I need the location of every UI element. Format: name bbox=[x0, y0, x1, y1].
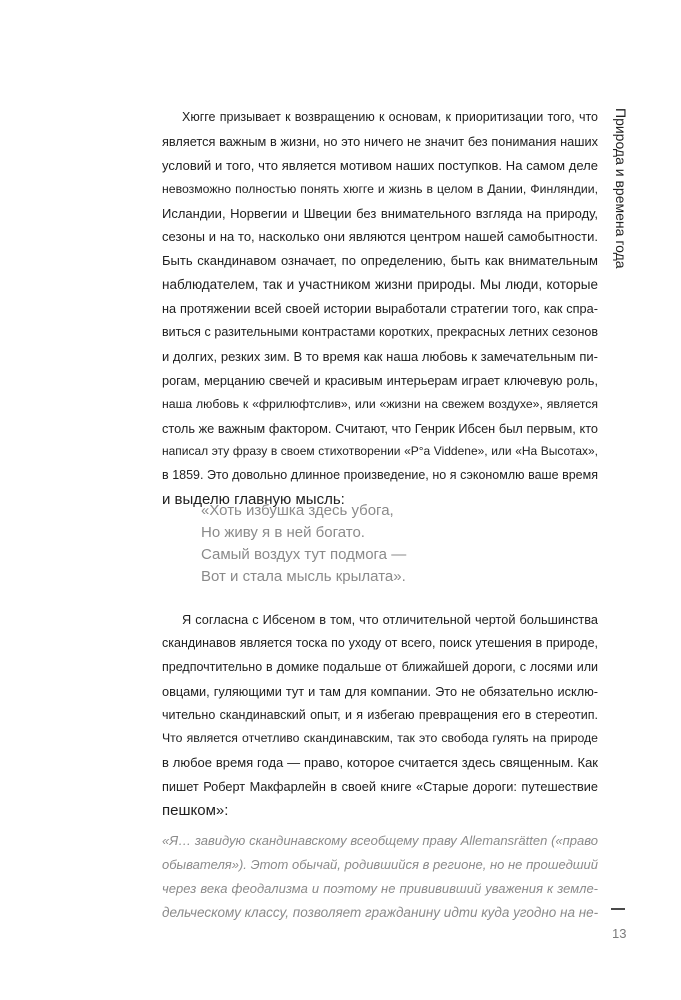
text-line: виться с разительными контрастами коротких, прекрасных летних сезонов bbox=[162, 325, 598, 340]
poem-line: «Хоть избушка здесь убога, bbox=[201, 502, 394, 519]
text-line: овцами, гуляющими тут и там для компании. Это не обязательно исклю- bbox=[162, 683, 598, 699]
poem-line: Вот и стала мысль крылата». bbox=[201, 568, 406, 585]
text-line: рогам, мерцанию свечей и красивым интерьерам играет ключевую роль, bbox=[162, 372, 598, 388]
text-line: чительно скандинавский опыт, и я избегаю превращения его в стереотип. bbox=[162, 707, 598, 722]
text-line: предпочтительно в домике подальше от ближайшей дороги, с лосями или bbox=[162, 659, 598, 674]
text-line: столь же важным фактором. Считают, что Генрик Ибсен был первым, кто bbox=[162, 420, 598, 436]
text-line: является важным в жизни, но это ничего не значит без понимания наших bbox=[162, 133, 598, 149]
page-number: 13 bbox=[612, 926, 627, 941]
quote-line: дельческому классу, позволяет гражданину идти куда угодно на не- bbox=[162, 905, 599, 920]
page-number-rule bbox=[611, 908, 625, 910]
text-line: Исландии, Норвегии и Швеции без внимательного взгляда на природу, bbox=[162, 205, 598, 221]
text-line: скандинавов является тоска по уходу от всего, поиск утешения в природе, bbox=[162, 635, 598, 650]
quote-line: через века феодализма и поэтому не привививший уважения к земле- bbox=[162, 881, 598, 896]
text-line: написал эту фразу в своем стихотворении «P°a Viddene», или «На Высотах», bbox=[162, 444, 598, 459]
text-line: сезоны и на то, насколько они являются центром нашей самобытности. bbox=[162, 229, 598, 245]
text-line: в 1859. Это довольно длинное произведение, но я сэкономлю ваше время bbox=[162, 468, 598, 483]
text-line: Что является отчетливо скандинавским, так это свобода гулять на природе bbox=[162, 731, 598, 746]
text-line: на протяжении всей своей истории выработали стратегии того, как спра- bbox=[162, 301, 598, 317]
text-line: и выделю главную мысль: bbox=[162, 491, 345, 509]
quote-line: обывателя»). Этот обычай, родившийся в регионе, но не прошедший bbox=[162, 857, 598, 872]
paragraph-1 bbox=[162, 106, 598, 512]
poem-line: Самый воздух тут подмога — bbox=[201, 546, 407, 563]
paragraph-2 bbox=[162, 608, 598, 823]
text-line: Хюгге призывает к возвращению к основам, к приоритизации того, что bbox=[182, 110, 598, 124]
italic-quote bbox=[162, 829, 598, 925]
running-head: Природа и времена года bbox=[613, 108, 629, 269]
poem-line: Но живу я в ней богато. bbox=[201, 524, 365, 541]
text-line: условий и того, что является мотивом наших поступков. На самом деле bbox=[162, 157, 598, 173]
text-line: пишет Роберт Макфарлейн в своей книге «Старые дороги: путешествие bbox=[162, 779, 598, 795]
text-line: пешком»: bbox=[162, 802, 229, 820]
text-line: наша любовь к «фрилюфтслив», или «жизни на свежем воздухе», является bbox=[162, 396, 598, 411]
quote-line: «Я… завидую скандинавскому всеобщему праву Allemansrätten («право bbox=[162, 833, 598, 848]
text-line: и долгих, резких зим. В то время как наша любовь к замечательным пи- bbox=[162, 348, 598, 364]
poem-quote bbox=[162, 500, 598, 588]
text-line: наблюдателем, так и участником жизни природы. Мы люди, которые bbox=[162, 277, 598, 293]
text-line: в любое время года — право, которое считается здесь священным. Как bbox=[162, 755, 598, 771]
text-line: Я согласна с Ибсеном в том, что отличительной чертой большинства bbox=[182, 612, 598, 627]
text-line: невозможно полностью понять хюгге и жизнь в целом в Дании, Финляндии, bbox=[162, 181, 598, 196]
text-line: Быть скандинавом означает, по определению, быть как внимательным bbox=[162, 253, 598, 269]
